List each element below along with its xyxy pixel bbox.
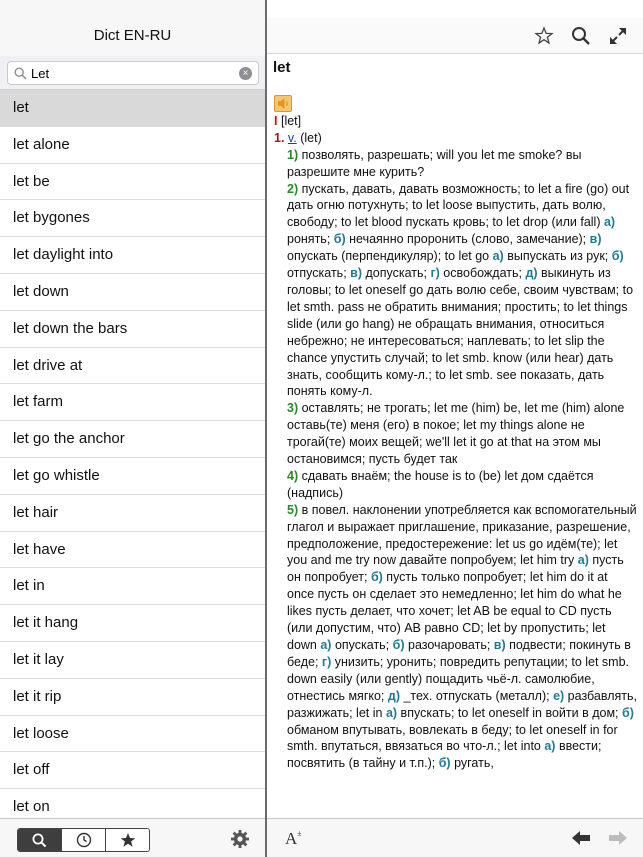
sub-sense-letter: б) — [370, 570, 383, 585]
sense-text: позволять, разрешать; will you let me smoke? вы разрешите мне курить? — [287, 147, 582, 179]
settings-gear-icon[interactable] — [230, 829, 250, 849]
word-list-item[interactable]: let loose — [0, 716, 265, 753]
word-list-item[interactable]: let go whistle — [0, 458, 265, 495]
sense-text: подвести; покинуть в беде; — [287, 638, 631, 669]
sub-sense-letter: б) — [438, 756, 451, 771]
sense — [274, 468, 638, 502]
dictionary-entry — [274, 60, 638, 772]
sub-sense-letter: д) — [387, 688, 400, 703]
word-list-item[interactable]: let have — [0, 532, 265, 569]
sense — [274, 181, 638, 401]
sense-text: пусть только попробует; let him do it at once пусть он сделает это немедленно; let him do what he likes пусть делает, что хочет; let AB be equal to CD пусть (или допустим, что) AB равно CD; let by пропустить; let down — [287, 570, 622, 652]
word-list-item[interactable]: let go the anchor — [0, 421, 265, 458]
word-list-item[interactable]: let in — [0, 568, 265, 605]
clear-search-icon[interactable]: × — [239, 67, 252, 80]
word-list-item[interactable]: let daylight into — [0, 237, 265, 274]
sense-text: ругать, — [450, 756, 494, 771]
word-list-pane — [0, 0, 265, 857]
sub-sense-letter: б) — [611, 249, 624, 264]
sub-sense-letter: а) — [320, 638, 332, 652]
sense-heading — [274, 130, 638, 147]
sense-text: отпускать; — [287, 266, 351, 281]
tab-favorites[interactable] — [106, 829, 149, 851]
word-list-item[interactable]: let it lay — [0, 642, 265, 679]
homonym-numeral: I — [274, 113, 278, 128]
sense — [274, 502, 638, 773]
verb-forms: (let) — [300, 130, 322, 145]
sense-text: впускать; to let oneself in войти в дом; — [397, 705, 622, 720]
sense-number: 2) — [287, 181, 299, 196]
favorites-star-icon — [120, 832, 136, 848]
word-list-item[interactable]: let drive at — [0, 348, 265, 385]
search-input[interactable] — [31, 64, 231, 82]
sense-text: обманом впутывать, вовлекать в беду; to let oneself in for smth. впутаться, ввязаться во что-л.; let into — [287, 722, 618, 754]
sense-text: оставлять; не трогать; let me (him) be, let me (him) alone оставь(те) меня (его) в покое; let my things alone не трогай(те) моих вещей; we'll let it go at that на этом мы остановимся; пусть будет так — [287, 401, 625, 467]
transcription-line — [274, 113, 638, 130]
pronunciation-row — [274, 95, 638, 113]
sense-text: нечаянно проронить (слово, замечание); — [345, 232, 590, 247]
sense — [274, 147, 638, 181]
sub-sense-letter: в) — [350, 266, 362, 281]
sense-text: допускать; — [362, 266, 431, 281]
word-list-item[interactable]: let — [0, 90, 265, 127]
app-title: Dict EN-RU — [93, 27, 172, 44]
history-clock-icon — [76, 832, 92, 848]
sense-number: 5) — [287, 502, 299, 517]
word-list-item[interactable]: let off — [0, 752, 265, 789]
sub-sense-letter: а) — [603, 215, 616, 230]
word-list-item[interactable]: let hair — [0, 495, 265, 532]
entry-bottom-toolbar — [267, 818, 643, 857]
back-arrow-icon[interactable] — [572, 831, 590, 845]
sub-sense-letter: а) — [544, 739, 556, 754]
sense-number: 1) — [287, 147, 299, 162]
word-list-item[interactable]: let be — [0, 164, 265, 201]
entry-pane — [267, 0, 643, 857]
sub-sense-letter: а) — [577, 553, 589, 568]
word-list-item[interactable]: let down — [0, 274, 265, 311]
sense-text: освобождать; — [439, 266, 526, 281]
sense-list — [274, 147, 638, 773]
word-list-item[interactable]: let farm — [0, 384, 265, 421]
sub-sense-letter: д) — [525, 266, 538, 281]
word-list-item[interactable]: let it rip — [0, 679, 265, 716]
sense-group-number: 1. — [274, 130, 285, 145]
sense-text: _тех. отпускать (металл); — [400, 688, 554, 703]
sense-text: разочаровать; — [404, 638, 494, 652]
font-size-mark: ± — [297, 829, 302, 838]
tab-history[interactable] — [62, 829, 106, 851]
search-box[interactable] — [7, 61, 259, 85]
sense-text: опускать (перпендикуляр); to let go — [287, 249, 493, 264]
search-icon — [14, 67, 27, 80]
speaker-icon[interactable] — [274, 95, 292, 112]
sub-sense-letter: в) — [493, 638, 506, 652]
search-bar — [0, 56, 265, 90]
sense-text: унизить; уронить; повредить репутации; to let smb. down easily (или gently) пощадить чьё-л. самолюбие, отнестись мягко; — [287, 654, 630, 703]
sense-text: пускать, давать, давать возможность; to let a fire (go) out дать огню потухнуть; to let loose выпустить, дать волю, свободу; to let blood пускать кровь; to let drop (или fall) — [287, 181, 630, 230]
sense-number: 4) — [287, 468, 299, 483]
word-list-item[interactable]: let bygones — [0, 200, 265, 237]
sub-sense-letter: в) — [589, 232, 602, 247]
sense-number: 3) — [287, 401, 299, 416]
sub-sense-letter: е) — [553, 688, 565, 703]
entry-toolbar — [267, 18, 643, 54]
sense-text: ронять; — [287, 232, 334, 247]
sense-text: пусть он попробует; — [287, 553, 624, 585]
sub-sense-letter: б) — [392, 638, 405, 652]
headword: let — [273, 59, 291, 76]
sub-sense-letter: а) — [385, 705, 398, 720]
bookmark-star-icon[interactable] — [534, 26, 554, 46]
sense-text: опускать; — [331, 638, 393, 652]
search-icon[interactable] — [571, 26, 591, 46]
part-of-speech-link[interactable]: v. — [287, 130, 297, 145]
forward-arrow-icon[interactable] — [609, 831, 627, 845]
mode-segmented-control — [17, 828, 150, 852]
sub-sense-letter: б) — [622, 705, 634, 720]
sense-text: выкинуть из головы; to let oneself go дать волю себе, своим чувствам; to let smth. pass не обратить внимания; простить; to let things slide (или go hang) не обращать внимания, относиться небрежно; не интересоваться; наплевать; to let slip the chance упустить случай; to let smb. know (или hear) дать знать, сообщить кому-л.; to let smb. see показать, дать понять кому-л. — [287, 266, 634, 399]
sense-text: ввести; посвятить (в тайну и т.п.); — [287, 739, 602, 771]
sub-sense-letter: а) — [492, 249, 504, 264]
left-bottom-toolbar — [0, 818, 265, 857]
word-list-item[interactable]: let it hang — [0, 605, 265, 642]
sense-text: разбавлять, разжижать; let in — [287, 688, 637, 720]
sub-sense-letter: г) — [430, 266, 440, 281]
word-list-item[interactable]: let alone — [0, 127, 265, 164]
tab-search[interactable] — [18, 829, 62, 851]
font-size-button[interactable] — [285, 829, 302, 849]
sub-sense-letter: б) — [333, 232, 346, 247]
sense-text: выпускать из рук; — [503, 249, 612, 264]
sub-sense-letter: г) — [321, 654, 332, 669]
fullscreen-expand-icon[interactable] — [608, 26, 628, 46]
sense-text: сдавать внаём; the house is to (be) let дом сдаётся (надпись) — [287, 468, 594, 500]
transcription: [let] — [280, 113, 302, 128]
word-list-item[interactable]: let on — [0, 789, 265, 818]
font-size-label: A — [285, 829, 298, 848]
sense — [274, 400, 638, 468]
word-list-item[interactable]: let down the bars — [0, 311, 265, 348]
search-icon — [32, 833, 47, 848]
word-list — [0, 90, 265, 818]
sense-text: в повел. наклонении употребляется как вспомогательный глагол и выражает приглашение, приказание, разрешение, предположение, предостережение: let us go идём(те); let you and me try now давайте попробуем; let him try — [287, 502, 637, 568]
